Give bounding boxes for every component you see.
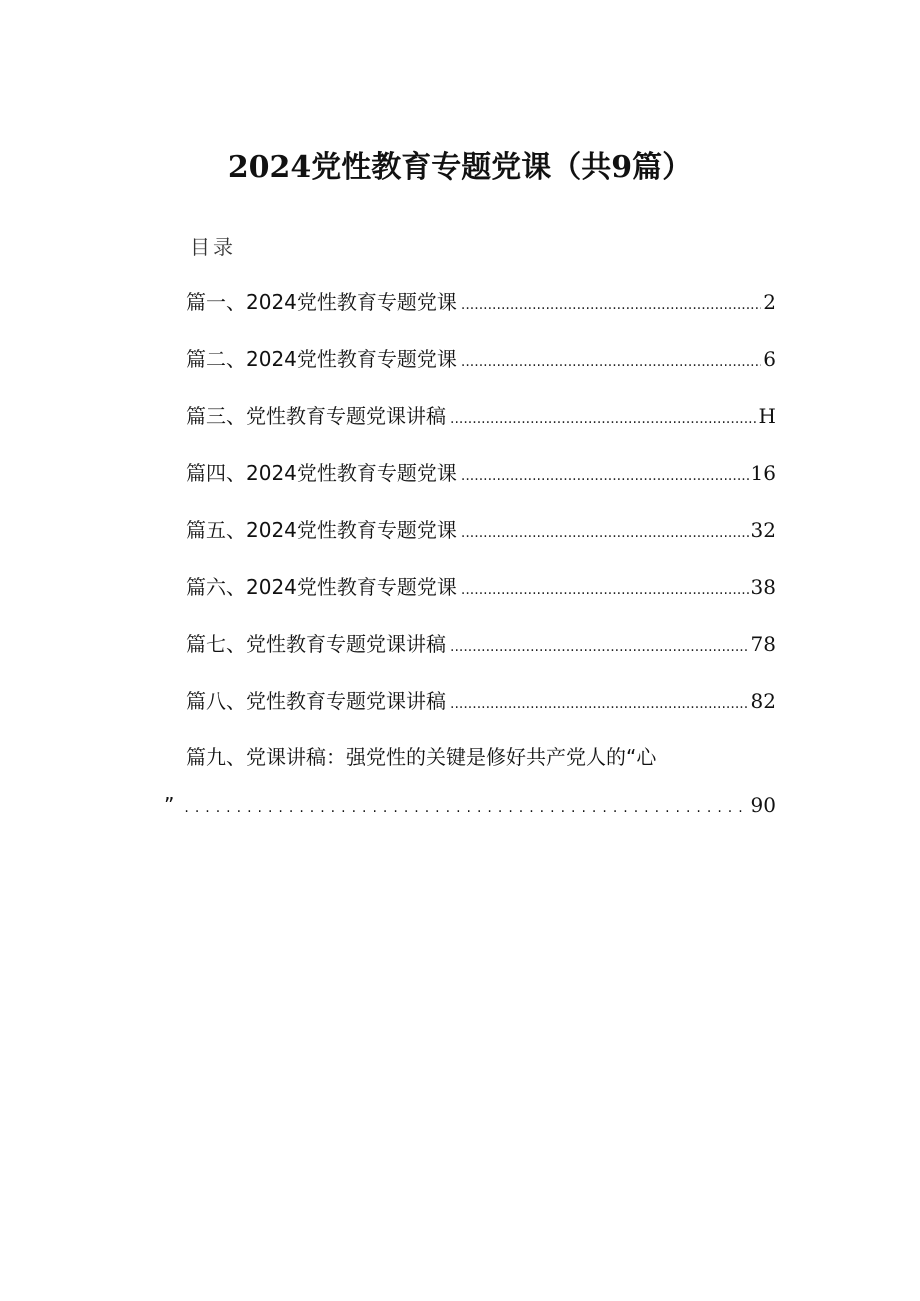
toc-dot-leader xyxy=(450,403,757,435)
toc-dot-leader xyxy=(461,460,749,492)
toc-entry-title: 篇四、2024党性教育专题党课 xyxy=(186,461,457,485)
toc-entry-title: 篇二、2024党性教育专题党课 xyxy=(186,347,457,371)
toc-entry-7[interactable] xyxy=(186,628,776,660)
toc-page-number: 90 xyxy=(750,793,776,817)
toc-entry-title: 篇六、2024党性教育专题党课 xyxy=(186,575,457,599)
toc-dot-leader xyxy=(461,517,749,549)
toc-entry-title: 篇五、2024党性教育专题党课 xyxy=(186,518,457,542)
toc-entry-title: 篇一、2024党性教育专题党课 xyxy=(186,290,457,314)
toc-dot-leader xyxy=(461,574,749,606)
toc-entry-9-continuation[interactable] xyxy=(164,789,776,821)
toc-entry-title-continuation: ” xyxy=(164,793,175,817)
toc-page-number: H xyxy=(758,404,776,428)
toc-entry-1[interactable] xyxy=(186,286,776,318)
toc-entry-title: 篇九、党课讲稿：强党性的关键是修好共产党人的“心 xyxy=(186,745,657,769)
toc-dot-leader xyxy=(461,289,761,321)
toc-page-number: 38 xyxy=(750,575,776,599)
toc-page-number: 16 xyxy=(750,461,776,485)
toc-entry-9[interactable] xyxy=(186,741,656,773)
toc-heading: 目录 xyxy=(190,235,236,259)
toc-entry-8[interactable] xyxy=(186,685,776,717)
toc-dot-leader xyxy=(184,792,746,824)
toc-page-number: 2 xyxy=(763,290,776,314)
toc-entry-title: 篇七、党性教育专题党课讲稿 xyxy=(186,632,446,656)
toc-page-number: 82 xyxy=(750,689,776,713)
toc-dot-leader xyxy=(450,688,749,720)
toc-entry-title: 篇八、党性教育专题党课讲稿 xyxy=(186,689,446,713)
toc-entry-3[interactable] xyxy=(186,400,776,432)
toc-page-number: 78 xyxy=(750,632,776,656)
toc-entry-6[interactable] xyxy=(186,571,776,603)
toc-entry-5[interactable] xyxy=(186,514,776,546)
toc-entry-title: 篇三、党性教育专题党课讲稿 xyxy=(186,404,446,428)
toc-page-number: 6 xyxy=(763,347,776,371)
toc-dot-leader xyxy=(450,631,749,663)
toc-entry-2[interactable] xyxy=(186,343,776,375)
toc-dot-leader xyxy=(461,346,761,378)
page-title: 2024党性教育专题党课（共9篇） xyxy=(227,150,693,185)
toc-page-number: 32 xyxy=(750,518,776,542)
toc-entry-4[interactable] xyxy=(186,457,776,489)
